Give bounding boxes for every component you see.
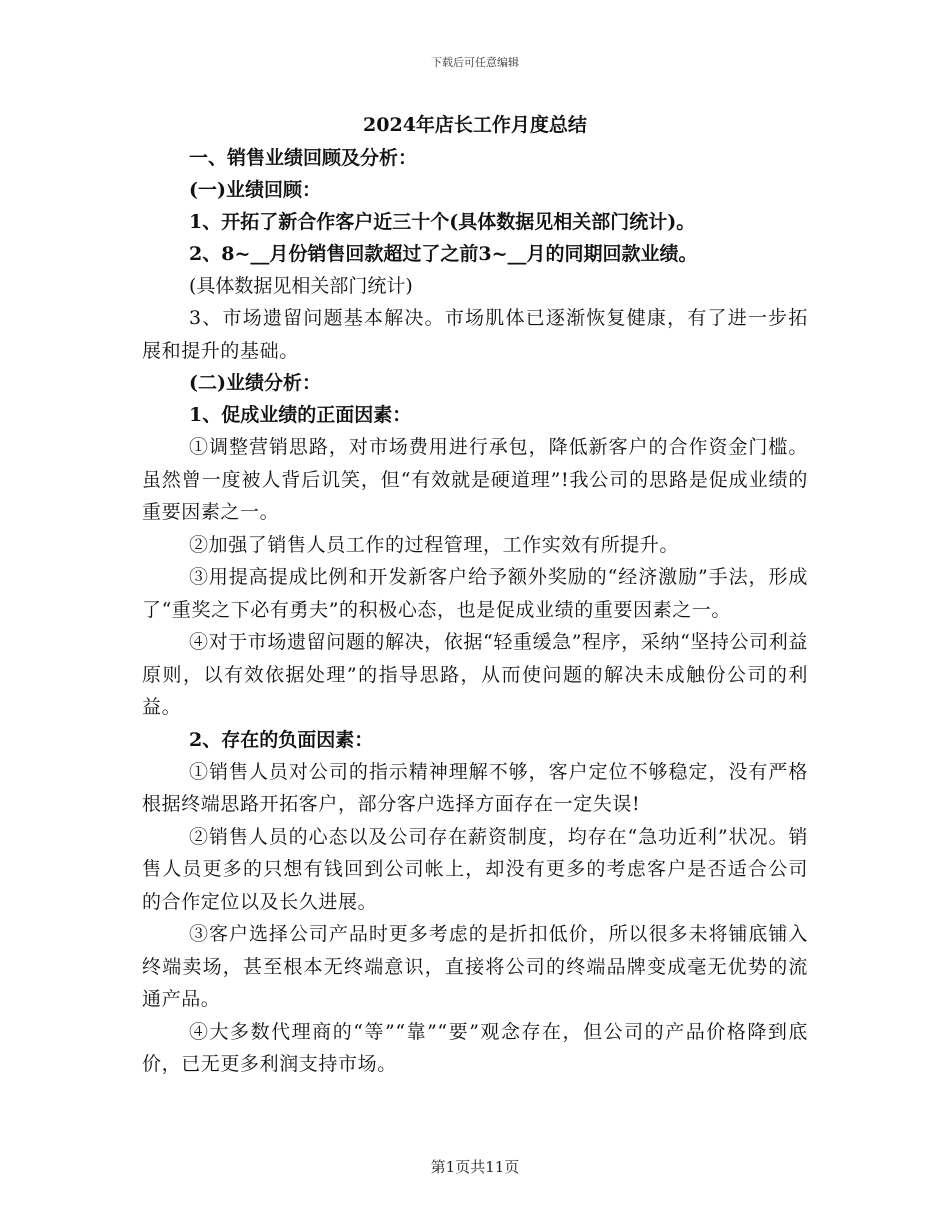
subsection-heading-analysis: (二)业绩分析： (189, 372, 321, 394)
page-header-note: 下载后可任意编辑 (431, 56, 519, 69)
negative-factor-item: ①销售人员对公司的指示精神理解不够，客户定位不够稳定，没有严格根据终端思路开拓客户，部分客户选择方面存在一定失误! (142, 760, 808, 815)
review-item-2: 2、8~__月份销售回款超过了之前3~__月的同期回款业绩。 (189, 243, 698, 265)
document-body (142, 110, 808, 1081)
negative-factors-heading: 2、存在的负面因素： (189, 728, 374, 751)
document-title: 2024年店长工作月度总结 (363, 114, 587, 136)
review-item-2-note: (具体数据见相关部门统计) (189, 275, 413, 297)
review-item-1: 1、开拓了新合作客户近三十个(具体数据见相关部门统计)。 (189, 211, 696, 233)
section-heading-sales-review: 一、销售业绩回顾及分析： (189, 147, 418, 169)
positive-factor-item: ③用提高提成比例和开发新客户给予额外奖励的“经济激励”手法，形成了“重奖之下必有勇夫”的积极心态，也是促成业绩的重要因素之一。 (142, 566, 808, 621)
review-item-3: 3、市场遗留问题基本解决。市场肌体已逐渐恢复健康，有了进一步拓展和提升的基础。 (142, 307, 808, 362)
negative-factor-item: ③客户选择公司产品时更多考虑的是折扣低价，所以很多未将铺底铺入终端卖场，甚至根本无终端意识，直接将公司的终端品牌变成毫无优势的流通产品。 (142, 923, 808, 1010)
negative-factor-item: ②销售人员的心态以及公司存在薪资制度，均存在“急功近利”状况。销售人员更多的只想有钱回到公司帐上，却没有更多的考虑客户是否适合公司的合作定位以及长久进展。 (142, 825, 808, 913)
positive-factor-item: ①调整营销思路，对市场费用进行承包，降低新客户的合作资金门槛。虽然曾一度被人背后讥笑，但“有效就是硬道理”!我公司的思路是促成业绩的重要因素之一。 (142, 436, 808, 523)
page-footer-page-number: 第1页共11页 (430, 1158, 520, 1176)
positive-factor-item: ④对于市场遗留问题的解决，依据“轻重缓急”程序，采纳“坚持公司利益原则，以有效依据处理”的指导思路，从而使问题的解决未成触份公司的利益。 (142, 631, 808, 718)
positive-factors-heading: 1、促成业绩的正面因素： (189, 404, 412, 426)
positive-factor-item: ②加强了销售人员工作的过程管理，工作实效有所提升。 (189, 533, 680, 556)
subsection-heading-review: (一)业绩回顾： (189, 179, 321, 201)
negative-factor-item: ④大多数代理商的“等”“靠”“要”观念存在，但公司的产品价格降到底价，已无更多利润支持市场。 (142, 1020, 808, 1075)
